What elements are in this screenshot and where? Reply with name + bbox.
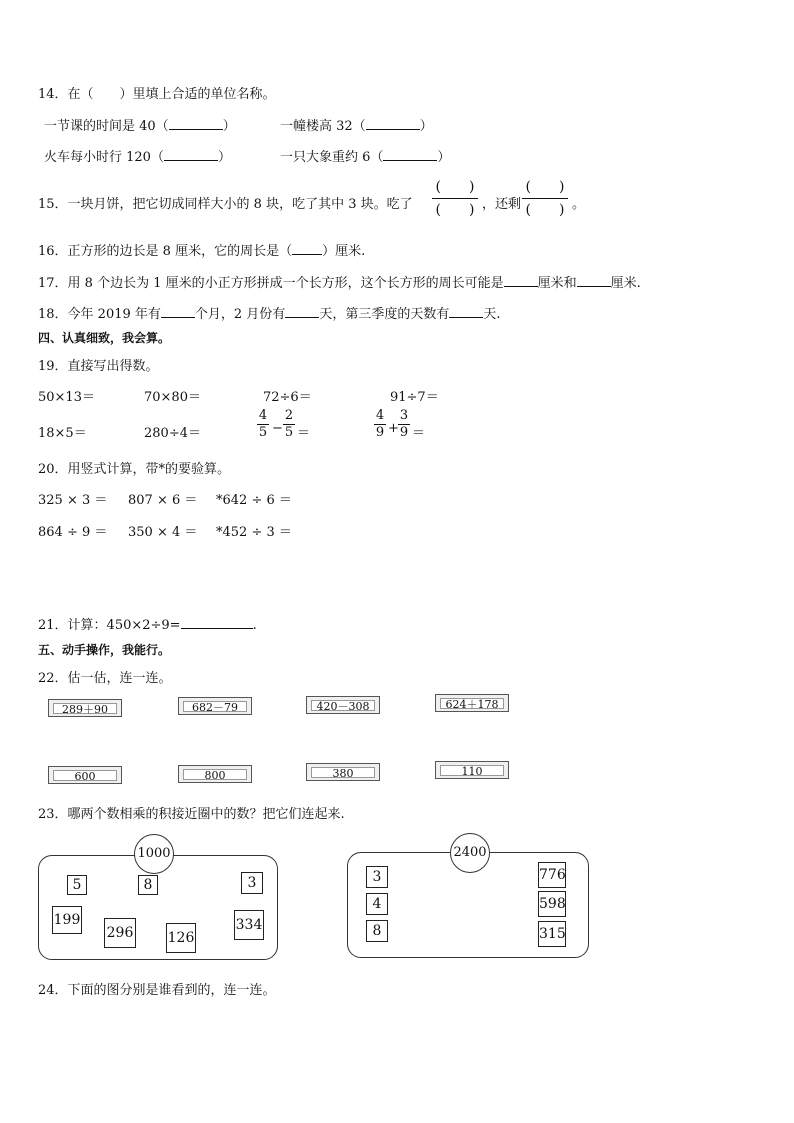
expression-card[interactable]: 289＋90	[48, 699, 122, 717]
fraction-blank-left[interactable]: ( ) ( )	[522, 178, 568, 219]
fraction: 4 9	[375, 408, 385, 440]
q19-item: 50×13＝	[38, 390, 95, 405]
expression-card[interactable]: 420－308	[306, 696, 380, 714]
q20-item: *642 ÷ 6 ＝	[216, 493, 292, 508]
number-box[interactable]: 3	[241, 872, 263, 894]
q14-item-a: 一节课的时间是 40（ ）	[44, 119, 236, 134]
value-card[interactable]: 800	[178, 765, 252, 783]
q20-item: 807 × 6 ＝	[128, 493, 198, 508]
number-box[interactable]: 296	[104, 918, 136, 948]
q16: 16．正方形的边长是 8 厘米，它的周长是（ ）厘米.	[38, 244, 366, 259]
answer-blank[interactable]	[449, 306, 483, 318]
equals-sign: ＝	[412, 426, 426, 441]
q22-title: 22．估一估，连一连。	[38, 671, 172, 686]
q23-title: 23．哪两个数相乘的积接近圈中的数？把它们连起来.	[38, 807, 345, 822]
answer-blank[interactable]	[285, 306, 319, 318]
number-box[interactable]: 8	[366, 920, 388, 942]
expression-card[interactable]: 682－79	[178, 697, 252, 715]
number-box[interactable]: 598	[538, 891, 566, 917]
q19-item: 70×80＝	[144, 390, 201, 405]
q15-text: 15．一块月饼，把它切成同样大小的 8 块，吃了其中 3 块。吃了	[38, 197, 413, 212]
number-box[interactable]: 776	[538, 862, 566, 888]
answer-blank[interactable]	[383, 149, 437, 161]
q14-title: 14．在（ ）里填上合适的单位名称。	[38, 87, 276, 102]
q20-item: 350 × 4 ＝	[128, 525, 198, 540]
q14-item-c: 火车每小时行 120（ ）	[44, 150, 231, 165]
fraction: 4 5	[258, 408, 268, 440]
q19-item: 72÷6＝	[263, 390, 312, 405]
number-box[interactable]: 3	[366, 866, 388, 888]
expression-card[interactable]: 624＋178	[435, 694, 509, 712]
q17: 17．用 8 个边长为 1 厘米的小正方形拼成一个长方形，这个长方形的周长可能是 厘米和 厘米.	[38, 276, 641, 291]
number-box[interactable]: 4	[366, 893, 388, 915]
answer-blank[interactable]	[164, 149, 218, 161]
q20-item: *452 ÷ 3 ＝	[216, 525, 292, 540]
number-box[interactable]: 126	[166, 923, 196, 953]
q19-item: 18×5＝	[38, 426, 87, 441]
answer-blank[interactable]	[169, 118, 223, 130]
fraction-blank-eaten[interactable]: ( ) ( )	[432, 178, 478, 219]
q19-item: 280÷4＝	[144, 426, 201, 441]
q14-item-b: 一幢楼高 32（ ）	[280, 119, 433, 134]
section-5-heading: 五、动手操作，我能行。	[38, 643, 171, 657]
q15-end: 。	[572, 197, 586, 212]
section-4-heading: 四、认真细致，我会算。	[38, 331, 171, 345]
answer-blank[interactable]	[504, 275, 538, 287]
value-card[interactable]: 110	[435, 761, 509, 779]
answer-blank[interactable]	[292, 243, 322, 255]
target-circle-left: 1000	[134, 834, 174, 874]
q15-mid: ，还剩	[482, 197, 522, 212]
equals-sign: ＝	[297, 426, 311, 441]
answer-blank[interactable]	[366, 118, 420, 130]
target-circle-right: 2400	[450, 833, 490, 873]
number-box[interactable]: 5	[67, 875, 87, 895]
minus-sign: −	[272, 421, 283, 436]
number-box[interactable]: 315	[538, 921, 566, 947]
q19-title: 19．直接写出得数。	[38, 359, 159, 374]
answer-blank[interactable]	[181, 617, 253, 629]
q20-item: 864 ÷ 9 ＝	[38, 525, 108, 540]
value-card[interactable]: 600	[48, 766, 122, 784]
q20-title: 20．用竖式计算，带*的要验算。	[38, 462, 231, 477]
answer-blank[interactable]	[161, 306, 195, 318]
q19-item: 91÷7＝	[390, 390, 439, 405]
number-box[interactable]: 8	[138, 875, 158, 895]
plus-sign: +	[388, 421, 399, 436]
fraction: 2 5	[284, 408, 294, 440]
value-card[interactable]: 380	[306, 763, 380, 781]
q21: 21．计算：450×2÷9= .	[38, 618, 257, 633]
answer-blank[interactable]	[577, 275, 611, 287]
q24-title: 24．下面的图分别是谁看到的，连一连。	[38, 983, 276, 998]
number-box[interactable]: 199	[52, 906, 82, 934]
q14-item-d: 一只大象重约 6（ ）	[280, 150, 451, 165]
q18: 18．今年 2019 年有 个月，2 月份有 天，第三季度的天数有 天.	[38, 307, 501, 322]
fraction: 3 9	[399, 408, 409, 440]
number-box[interactable]: 334	[234, 910, 264, 940]
q20-item: 325 × 3 ＝	[38, 493, 108, 508]
